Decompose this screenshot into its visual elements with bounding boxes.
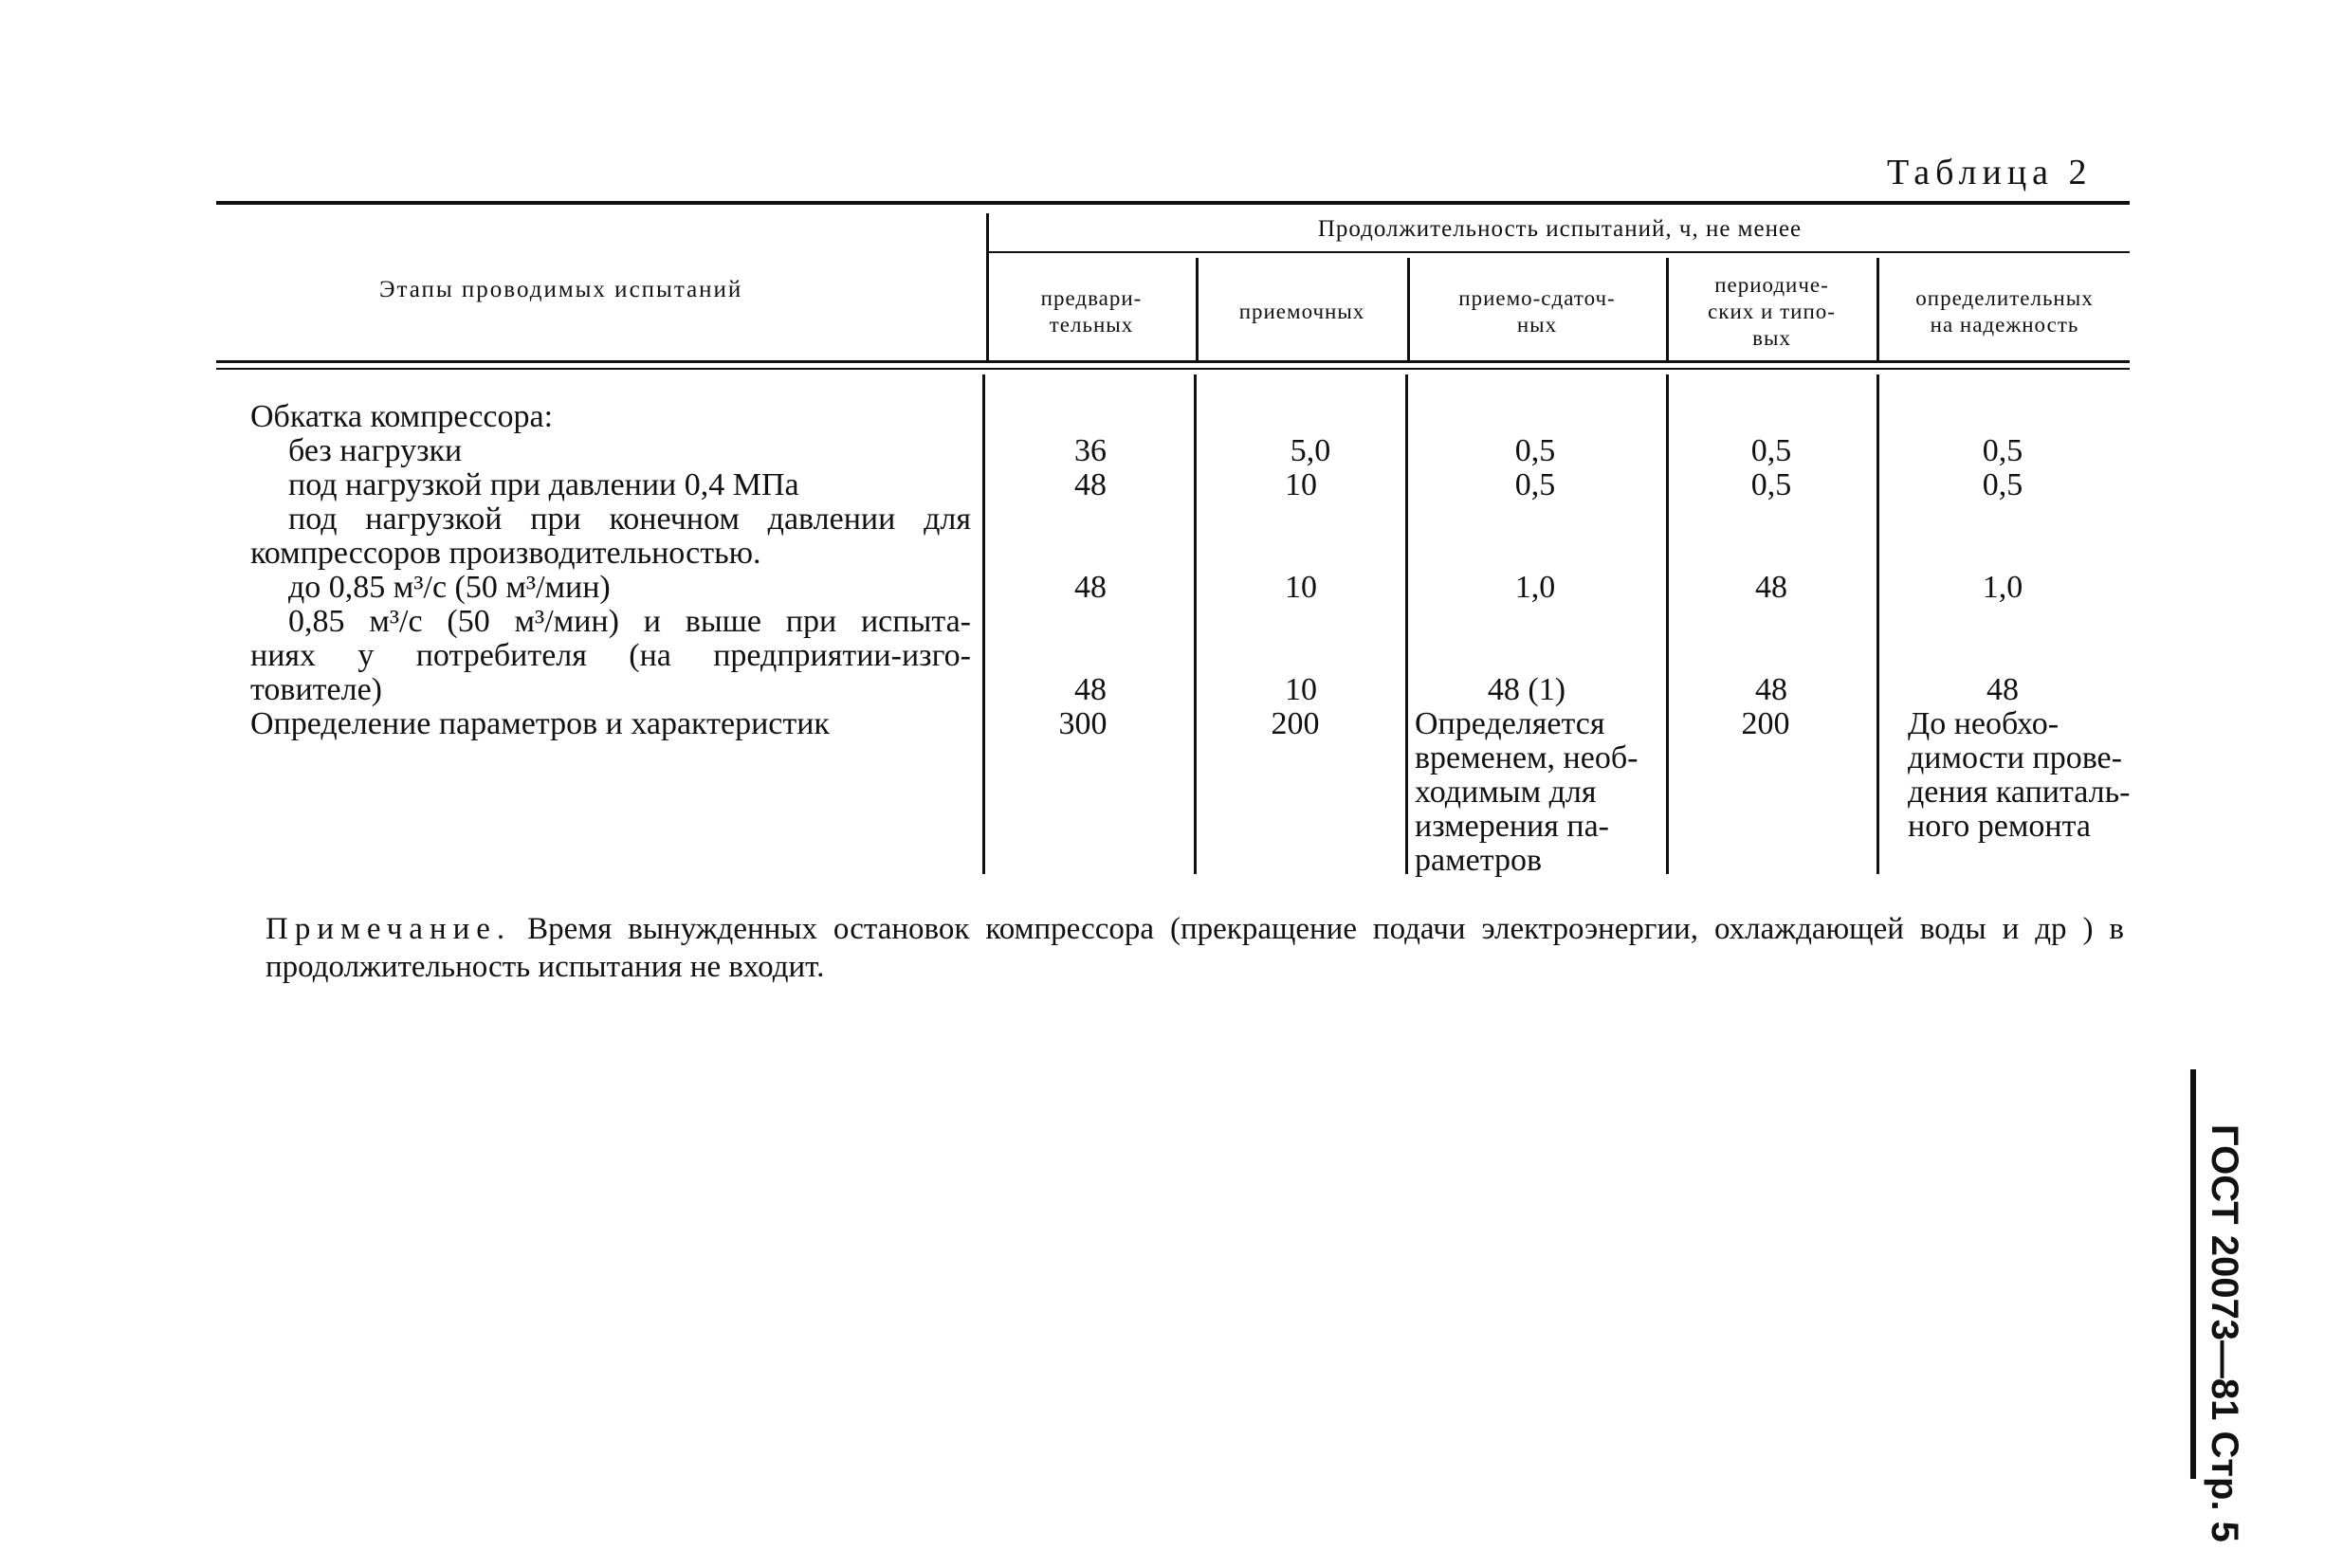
cell-no-load-reliability: 0,5 xyxy=(1982,433,2023,468)
note-text: Время вынужденных остановок компрессора (прекращение подачи электроэнергии, охлаждающей воды и др ) в продолжительность испытания не входит. xyxy=(265,912,2124,984)
cell-load-delivery: 0,5 xyxy=(1514,467,1556,502)
cell-parameters-preliminary: 300 xyxy=(1058,706,1108,741)
cell-parameters-delivery: Определяется временем, необ- ходимым для измерения па- раметров xyxy=(1415,706,1638,878)
row-label-load-04: под нагрузкой при давлении 0,4 МПа xyxy=(288,467,799,502)
row-label-final-pressure-2: компрессоров производительностью. xyxy=(250,536,761,571)
cell-no-load-delivery: 0,5 xyxy=(1514,433,1556,468)
side-footer-rule xyxy=(2190,1069,2196,1479)
cell-085-above-periodic: 48 xyxy=(1755,672,1787,707)
table-caption: Таблица 2 xyxy=(1887,153,2093,192)
row-label-085-above-3: товителе) xyxy=(250,672,382,707)
header-col-periodic: периодиче- ских и типо- вых xyxy=(1708,273,1836,350)
side-footer: ГОСТ 20073—81 Стр. 5 xyxy=(2204,1124,2245,1542)
cell-upto-085-reliability: 1,0 xyxy=(1982,570,2023,605)
column-rule xyxy=(1194,374,1197,874)
row-label-no-load: без нагрузки xyxy=(288,433,463,468)
row-label-085-above-1: 0,85 м³/с (50 м³/мин) и выше при испыта- xyxy=(288,604,971,639)
row-label-run-in: Обкатка компрессора: xyxy=(250,399,554,434)
cell-upto-085-periodic: 48 xyxy=(1755,570,1787,605)
cell-load-acceptance: 10 xyxy=(1285,467,1317,502)
cell-load-periodic: 0,5 xyxy=(1750,467,1792,502)
cell-upto-085-preliminary: 48 xyxy=(1074,570,1107,605)
row-label-final-pressure-1: под нагрузкой при конечном давлении для xyxy=(288,501,971,537)
group-header-rule xyxy=(988,251,2130,253)
cell-no-load-acceptance: 5,0 xyxy=(1290,433,1331,468)
cell-upto-085-delivery: 1,0 xyxy=(1514,570,1556,605)
cell-upto-085-acceptance: 10 xyxy=(1285,570,1317,605)
row-label-parameters: Определение параметров и характеристик xyxy=(250,706,830,741)
header-col-delivery: приемо-сдаточ- ных xyxy=(1458,286,1616,337)
column-rule xyxy=(1666,374,1669,874)
cell-085-above-acceptance: 10 xyxy=(1285,672,1317,707)
header-bottom-rule-1 xyxy=(216,360,2130,363)
header-col-reliability: определительных на надежность xyxy=(1915,286,2094,337)
cell-load-preliminary: 48 xyxy=(1074,467,1107,502)
cell-085-above-reliability: 48 xyxy=(1986,672,2019,707)
row-label-upto-085: до 0,85 м³/с (50 м³/мин) xyxy=(288,570,611,605)
header-stages: Этапы проводимых испытаний xyxy=(379,277,743,302)
table-top-rule xyxy=(216,201,2130,205)
cell-load-reliability: 0,5 xyxy=(1982,467,2023,502)
column-rule xyxy=(1876,374,1879,874)
note-title: Примечание. xyxy=(265,912,512,946)
cell-no-load-periodic: 0,5 xyxy=(1750,433,1792,468)
cell-parameters-periodic: 200 xyxy=(1741,706,1790,741)
column-rule xyxy=(1405,374,1408,874)
header-bottom-rule-2 xyxy=(216,368,2130,370)
cell-parameters-acceptance: 200 xyxy=(1271,706,1320,741)
row-label-085-above-2: ниях у потребителя (на предприятии-изго- xyxy=(250,638,971,673)
cell-085-above-delivery: 48 (1) xyxy=(1487,672,1566,707)
cell-no-load-preliminary: 36 xyxy=(1074,433,1107,468)
header-col-acceptance: приемочных xyxy=(1238,300,1365,323)
table-note xyxy=(265,910,2124,986)
header-col-preliminary: предвари- тельных xyxy=(1040,286,1143,337)
cell-parameters-reliability: До необхо- димости прове- дения капиталь- ного ремонта xyxy=(1908,706,2131,844)
cell-085-above-preliminary: 48 xyxy=(1074,672,1107,707)
header-duration-group: Продолжительность испытаний, ч, не менее xyxy=(1317,216,1803,242)
